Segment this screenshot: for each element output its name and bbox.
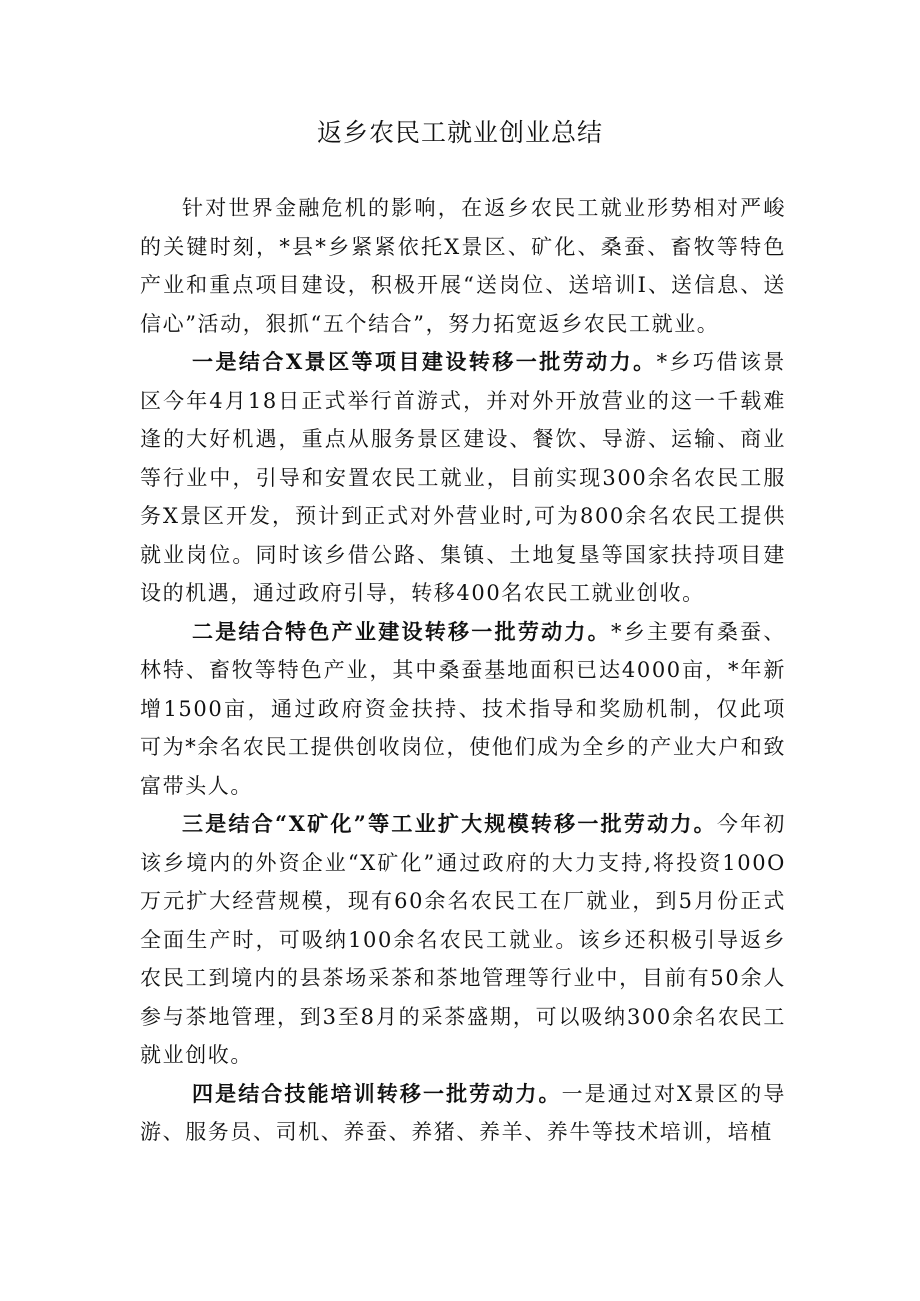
section-text-2: *乡主要有桑蚕、林特、畜牧等特色产业，其中桑蚕基地面积已达4000亩，*年新增1500亩，通过政府资金扶持、技术指导和奖励机制，仅此项可为*余名农民工提供创收岗位，使他们成为全乡的产业大户和致富带头人。 xyxy=(140,619,786,798)
section-heading-1: 一是结合X景区等项目建设转移一批劳动力。 xyxy=(192,349,657,374)
section-heading-2: 二是结合特色产业建设转移一批劳动力。 xyxy=(192,618,611,644)
intro-paragraph: 针对世界金融危机的影响，在返乡农民工就业形势相对严峻的关键时刻，*县*乡紧紧依托X景区、矿化、桑蚕、畜牧等特色产业和重点项目建设，积极开展“送岗位、送培训I、送信息、送信心”活动，狠抓“五个结合”，努力拓宽返乡农民工就业。 xyxy=(140,196,786,336)
section-paragraph-3 xyxy=(140,805,786,1075)
section-text-1: *乡巧借该景区今年4月18日正式举行首游式，并对外开放营业的这一千载难逢的大好机遇，重点从服务景区建设、餐饮、导游、运输、商业等行业中，引导和安置农民工就业，目前实现300余名农民工服务X景区开发，预计到正式对外营业时,可为800余名农民工提供就业岗位。同时该乡借公路、集镇、土地复垦等国家扶持项目建设的机遇，通过政府引导，转移400名农民工就业创收。 xyxy=(140,350,786,605)
section-heading-3: 三是结合“X矿化”等工业扩大规模转移一批劳动力。 xyxy=(182,811,717,836)
section-text-3: 今年初该乡境内的外资企业“X矿化”通过政府的大力支持,将投资100O万元扩大经营规模，现有60余名农民工在厂就业，到5月份正式全面生产时，可吸纳100余名农民工就业。该乡还积极引导返乡农民工到境内的县茶场采茶和茶地管理等行业中，目前有50余人参与茶地管理，到3至8月的采茶盛期，可以吸纳300余名农民工就业创收。 xyxy=(140,812,786,1067)
section-text-4: 一是通过对X景区的导游、服务员、司机、养蚕、养猪、养羊、养牛等技术培训，培植 xyxy=(140,1081,786,1144)
document-body xyxy=(140,189,786,1152)
section-paragraph-1 xyxy=(140,343,786,613)
section-paragraph-2 xyxy=(140,613,786,806)
document-title: 返乡农民工就业创业总结 xyxy=(316,118,603,147)
section-heading-4: 四是结合技能培训转移一批劳动力。 xyxy=(192,1080,562,1106)
section-paragraph-4 xyxy=(140,1075,786,1152)
